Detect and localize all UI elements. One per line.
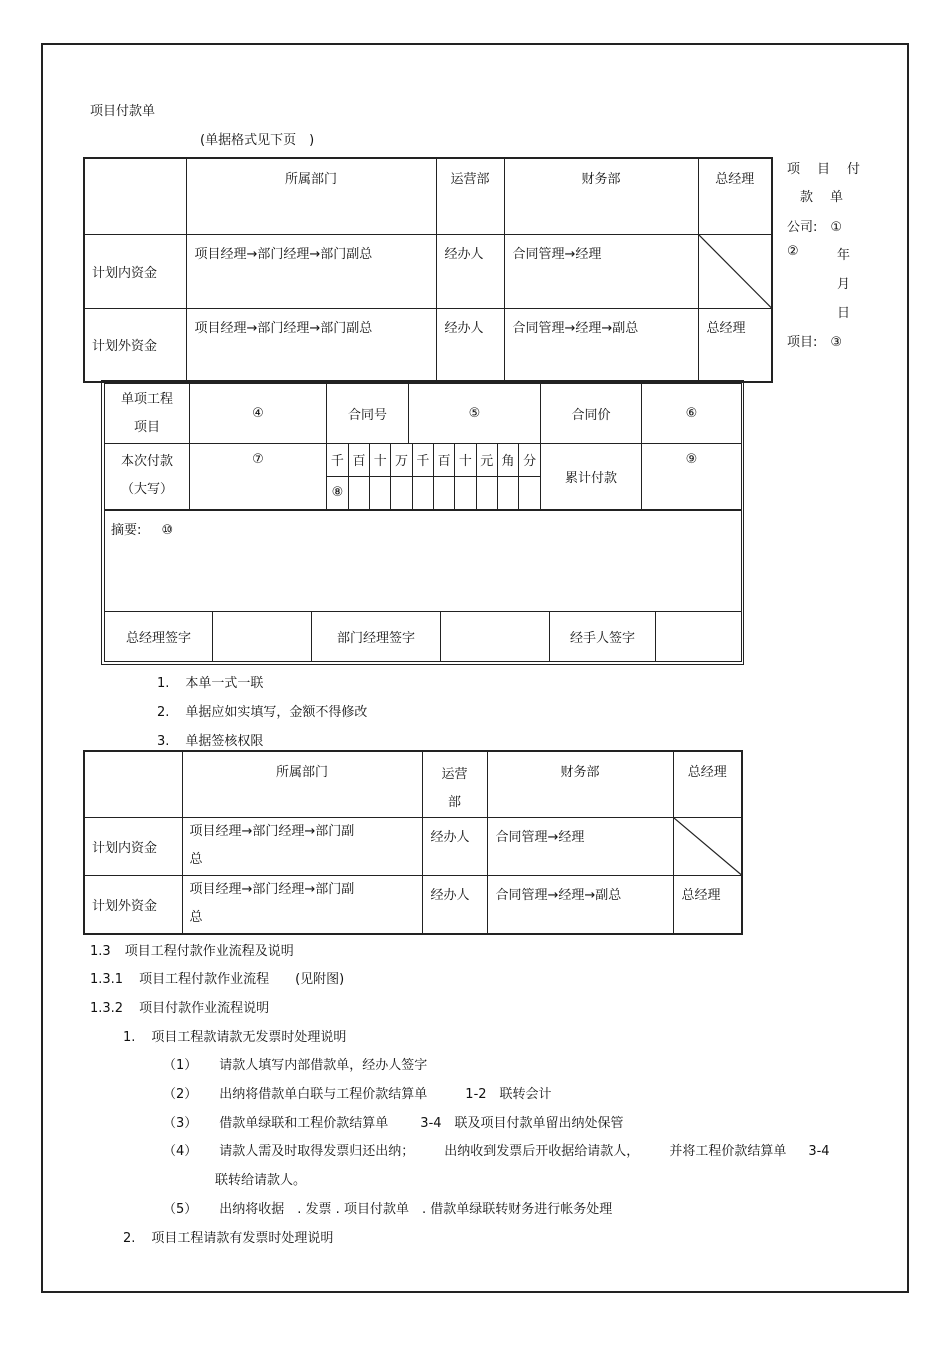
step-text: 出纳将收据 . 发票 . 项目付款单 . 借款单绿联转财务进行帐务处理 [219, 1202, 613, 1217]
item-value[interactable]: ④ [190, 384, 327, 444]
cumulative-label: 累计付款 [541, 444, 642, 510]
side-month: 月 [837, 277, 851, 292]
t1-header-gm: 总经理 [698, 158, 772, 234]
t2-row2-dept-b: 总 [189, 910, 203, 925]
digit-header: 元 [476, 444, 497, 476]
digit-header: 百 [433, 444, 454, 476]
section-text: 项目工程付款作业流程 [139, 972, 270, 987]
step-text: 借款单绿联和工程价款结算单 [219, 1116, 389, 1131]
digit-cell[interactable] [348, 476, 369, 509]
digit-header: 千 [327, 444, 348, 476]
step-text: 出纳将借款单白联与工程价款结算单 [219, 1087, 428, 1102]
t1-header-dept: 所属部门 [186, 158, 436, 234]
contract-price-label: 合同价 [541, 384, 642, 444]
t2-row2-ops: 经办人 [422, 876, 487, 934]
note-num: 3. [157, 734, 170, 749]
t2-row1-dept-b: 总 [189, 852, 203, 867]
section-1-3 [90, 940, 294, 959]
note-num: 1. [157, 676, 170, 691]
t2-header-dept: 所属部门 [182, 751, 422, 818]
note-3 [157, 730, 263, 749]
summary-value: ⑩ [161, 523, 174, 538]
step-num: （3） [163, 1116, 198, 1131]
para-text: 项目工程请款有发票时处理说明 [151, 1231, 334, 1246]
payment-form-top [104, 383, 742, 510]
gm-sign-label: 总经理签字 [105, 612, 213, 662]
step-num: （4） [163, 1144, 198, 1159]
dept-sign-field[interactable] [441, 612, 550, 662]
handler-sign-field[interactable] [656, 612, 742, 662]
dept-sign-label: 部门经理签字 [312, 612, 441, 662]
item-label-a: 单项工程 [120, 391, 173, 407]
digit-header: 十 [455, 444, 476, 476]
side-project: 项目: ③ [787, 335, 843, 350]
t2-row1-dept [182, 818, 422, 876]
t1-header-ops: 运营部 [436, 158, 504, 234]
digit-cell[interactable] [455, 476, 476, 509]
t1-row1-dept: 项目经理→部门经理→部门副总 [186, 234, 436, 308]
t2-header-ops [422, 751, 487, 818]
contract-no-value[interactable]: ⑤ [409, 384, 541, 444]
t2-header-fin: 财务部 [487, 751, 673, 818]
t1-header-fin: 财务部 [504, 158, 698, 234]
digit-header: 角 [497, 444, 518, 476]
digit-cell[interactable] [519, 476, 540, 509]
t2-row1-ops: 经办人 [422, 818, 487, 876]
note-text: 本单一式一联 [185, 676, 264, 691]
step-num: （2） [163, 1087, 198, 1102]
step-tail: 1-2 联转会计 [465, 1087, 552, 1102]
digit-header: 千 [412, 444, 433, 476]
digit-header: 百 [348, 444, 369, 476]
step-4 [163, 1140, 830, 1159]
payment-label [105, 444, 190, 510]
step-4-line2: 联转给请款人。 [215, 1173, 307, 1188]
item-label-b: 项目 [133, 419, 160, 435]
t2-row2-dept-a: 项目经理→部门经理→部门副 [189, 882, 355, 897]
t1-row1-label: 计划内资金 [84, 234, 186, 308]
digit-header: 十 [370, 444, 391, 476]
format-note: (单据格式见下页 ) [200, 133, 315, 148]
side-num2: ② [787, 244, 799, 259]
section-1-3-2 [90, 997, 269, 1016]
t2-row2-gm: 总经理 [673, 876, 742, 934]
side-title-a: 项 目 付 [787, 162, 863, 177]
contract-price-value[interactable]: ⑥ [642, 384, 742, 444]
t2-row1-label: 计划内资金 [84, 818, 182, 876]
section-1-3-1 [90, 968, 344, 987]
digit-cell[interactable] [433, 476, 454, 509]
section-text: 项目工程付款作业流程及说明 [124, 944, 294, 959]
section-num: 1.3 [90, 944, 111, 959]
para-2 [123, 1227, 333, 1246]
digit-cell[interactable] [476, 476, 497, 509]
step-1 [163, 1054, 427, 1073]
t1-header-blank [84, 158, 186, 234]
step-num: （1） [163, 1058, 198, 1073]
para-num: 1. [123, 1030, 136, 1045]
gm-sign-field[interactable] [213, 612, 312, 662]
payment-form-bottom [104, 510, 742, 662]
note-1 [157, 672, 263, 691]
digit-cell[interactable] [370, 476, 391, 509]
section-text: 项目付款作业流程说明 [139, 1001, 270, 1016]
t1-row2-dept: 项目经理→部门经理→部门副总 [186, 308, 436, 382]
step-2 [163, 1083, 552, 1102]
cumulative-value[interactable]: ⑨ [642, 444, 742, 510]
side-title-b: 款 单 [800, 190, 846, 205]
approval-table-2 [83, 750, 743, 935]
t1-row1-ops: 经办人 [436, 234, 504, 308]
amount-digit-grid [327, 444, 541, 510]
step-3 [163, 1112, 624, 1131]
section-num: 1.3.1 [90, 972, 124, 987]
t2-row1-fin: 合同管理→经理 [487, 818, 673, 876]
doc-title: 项目付款单 [90, 104, 156, 119]
side-year: 年 [837, 248, 851, 263]
para-num: 2. [123, 1231, 136, 1246]
para-text: 项目工程款请款无发票时处理说明 [151, 1030, 347, 1045]
step-mid2: 并将工程价款结算单 [669, 1144, 787, 1159]
step-text: 请款人需及时取得发票归还出纳； [219, 1144, 415, 1159]
digit-cell[interactable] [412, 476, 433, 509]
payment-label-a: 本次付款 [120, 454, 173, 469]
step-tail: 3-4 [808, 1144, 830, 1159]
item-label [105, 384, 190, 444]
t1-row2-ops: 经办人 [436, 308, 504, 382]
t2-row2-dept [182, 876, 422, 934]
t1-row2-fin: 合同管理→经理→副总 [504, 308, 698, 382]
t2-row1-dept-a: 项目经理→部门经理→部门副 [189, 824, 355, 839]
section-num: 1.3.2 [90, 1001, 124, 1016]
digit-cell[interactable] [497, 476, 518, 509]
note-num: 2. [157, 705, 170, 720]
note-2 [157, 701, 367, 720]
payment-label-b: （大写） [120, 482, 173, 497]
summary-label: 摘要: [111, 523, 142, 538]
digit-header: 万 [391, 444, 412, 476]
t1-row1-gm-diagonal [698, 234, 772, 308]
t2-row2-label: 计划外资金 [84, 876, 182, 934]
t2-row1-gm-diagonal [673, 818, 742, 876]
digit-header: 分 [519, 444, 540, 476]
step-num: （5） [163, 1202, 198, 1217]
t2-header-ops-b: 部 [447, 795, 461, 810]
t2-header-blank [84, 751, 182, 818]
para-1 [123, 1026, 346, 1045]
t2-header-ops-a: 运营 [441, 767, 468, 782]
note-text: 单据签核权限 [185, 734, 264, 749]
step-5 [163, 1198, 612, 1217]
t2-row2-fin: 合同管理→经理→副总 [487, 876, 673, 934]
digit-cell[interactable] [391, 476, 412, 509]
step-text: 请款人填写内部借款单，经办人签字 [219, 1058, 428, 1073]
t1-row2-label: 计划外资金 [84, 308, 186, 382]
t1-row2-gm: 总经理 [698, 308, 772, 382]
handler-sign-label: 经手人签字 [550, 612, 656, 662]
section-ref: (见附图) [295, 972, 345, 987]
note-text: 单据应如实填写，金额不得修改 [185, 705, 368, 720]
step-mid: 出纳收到发票后开收据给请款人， [444, 1144, 640, 1159]
side-company: 公司: ① [787, 220, 843, 235]
payment-value[interactable]: ⑦ [190, 444, 327, 510]
side-day: 日 [837, 306, 851, 321]
summary-cell[interactable] [105, 511, 742, 612]
contract-no-label: 合同号 [327, 384, 409, 444]
t2-header-gm: 总经理 [673, 751, 742, 818]
t1-row1-fin: 合同管理→经理 [504, 234, 698, 308]
approval-table-1 [83, 157, 773, 383]
digit-marker[interactable]: ⑧ [327, 476, 348, 509]
step-tail: 3-4 联及项目付款单留出纳处保管 [420, 1116, 624, 1131]
